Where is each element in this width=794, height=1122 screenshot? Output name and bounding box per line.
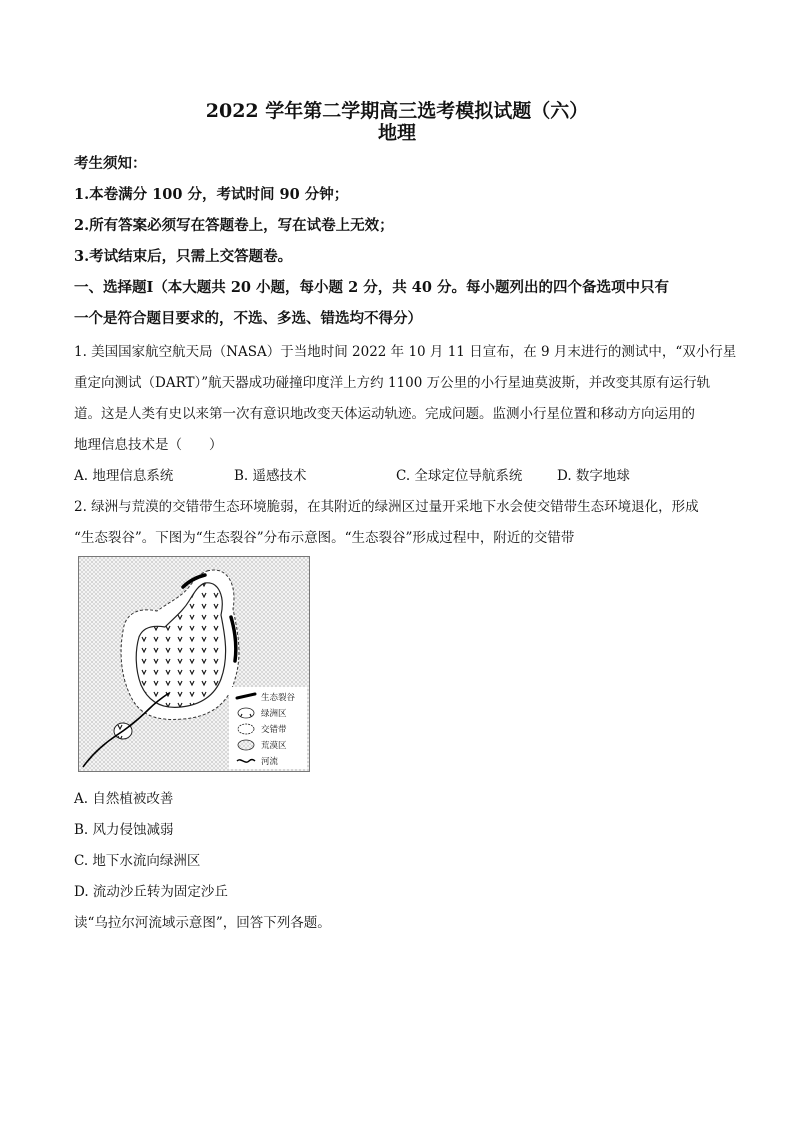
map-legend xyxy=(229,687,307,769)
question-2-text: 2. 绿洲与荒漠的交错带生态环境脆弱，在其附近的绿洲区过量开采地下水会使交错带生态环境退化，形成 xyxy=(74,499,699,515)
question-1-text: 地理信息技术是（ ） xyxy=(74,437,223,453)
legend-label-river: 河流 xyxy=(261,757,279,767)
notice-item: 3.考试结束后，只需上交答题卷。 xyxy=(74,248,293,265)
legend-label-ecotone: 交错带 xyxy=(261,725,287,735)
notice-item: 2.所有答案必须写在答题卷上，写在试卷上无效； xyxy=(74,217,394,234)
subject-title: 地理 xyxy=(377,122,416,144)
q2-option-c: C. 地下水流向绿洲区 xyxy=(74,853,201,869)
legend-ecotone-symbol xyxy=(238,724,254,734)
legend-label-desert: 荒漠区 xyxy=(261,741,287,751)
question-3-intro: 读“乌拉尔河流域示意图”，回答下列各题。 xyxy=(74,915,331,931)
legend-label-rift: 生态裂谷 xyxy=(261,693,296,703)
question-2-text: “生态裂谷”。下图为“生态裂谷”分布示意图。“生态裂谷”形成过程中，附近的交错带 xyxy=(74,530,575,546)
ecological-rift-figure xyxy=(78,556,310,772)
legend-label-oasis: 绿洲区 xyxy=(261,709,287,719)
page-title: 2022 学年第二学期高三选考模拟试题（六） xyxy=(205,100,589,122)
q1-option-b: B. 遥感技术 xyxy=(234,468,307,484)
q1-option-c: C. 全球定位导航系统 xyxy=(396,468,523,484)
q2-option-b: B. 风力侵蚀减弱 xyxy=(74,822,174,838)
section-heading: 一、选择题Ⅰ（本大题共 20 小题，每小题 2 分，共 40 分。每小题列出的四个备选项中只有 xyxy=(74,279,670,296)
question-1-text: 1. 美国国家航空航天局（NASA）于当地时间 2022 年 10 月 11 日宣布，在 9 月末进行的测试中，“双小行星 xyxy=(74,344,737,360)
ecological-rift-map xyxy=(79,557,309,771)
notice-heading: 考生须知： xyxy=(74,155,147,172)
question-1-text: 道。这是人类有史以来第一次有意识地改变天体运动轨迹。完成问题。监测小行星位置和移动方向运用的 xyxy=(74,406,695,422)
q1-option-a: A. 地理信息系统 xyxy=(74,468,174,484)
notice-item: 1.本卷满分 100 分，考试时间 90 分钟； xyxy=(74,186,349,203)
legend-desert-symbol xyxy=(238,740,254,750)
q1-option-d: D. 数字地球 xyxy=(557,468,630,484)
legend-oasis-symbol xyxy=(238,708,254,718)
question-1-text: 重定向测试（DART）”航天器成功碰撞印度洋上方约 1100 万公里的小行星迪莫波斯，并改变其原有运行轨 xyxy=(74,375,711,391)
q2-option-d: D. 流动沙丘转为固定沙丘 xyxy=(74,884,228,900)
q2-option-a: A. 自然植被改善 xyxy=(74,791,174,807)
section-heading-cont: 一个是符合题目要求的，不选、多选、错选均不得分） xyxy=(74,310,422,327)
